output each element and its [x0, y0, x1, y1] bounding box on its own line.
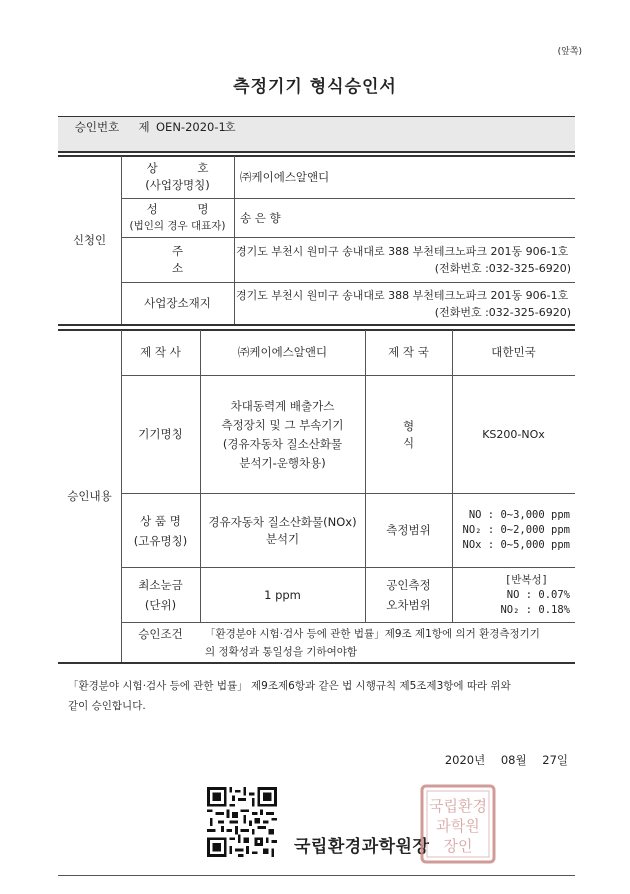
- error-line: NO : 0.07%: [506, 588, 570, 601]
- approval-statement: [68, 676, 588, 716]
- address-label: 주 소: [171, 244, 212, 275]
- product-line: 분석기: [265, 531, 300, 546]
- scale-label-main: 최소눈금: [138, 578, 183, 592]
- company-label-main: 상 호: [146, 161, 227, 175]
- official-seal-icon: [420, 784, 496, 864]
- range-values: [452, 494, 570, 567]
- error-values: [452, 568, 570, 622]
- product-name: [200, 494, 365, 567]
- site-phone: (전화번호 :032-325-6920): [434, 305, 571, 319]
- document-title: 측정기기 형식승인서: [233, 77, 397, 97]
- condition-line: 의 정확성과 통일성을 기하여야함: [205, 645, 358, 658]
- device-line: 차대동력계 배출가스: [230, 398, 335, 413]
- company-label: [121, 156, 234, 198]
- company-label-sub: (사업장명칭): [145, 178, 210, 192]
- issuer-name: 국립환경과학원장: [294, 837, 430, 857]
- condition-label: 승인조건: [138, 626, 183, 641]
- applicant-section-label: 신청인: [72, 232, 107, 247]
- product-label: [121, 494, 200, 567]
- device-line: 측정장치 및 그 부속기기: [221, 417, 344, 432]
- device-name: [200, 376, 365, 493]
- svg-text:과학원: 과학원: [436, 817, 480, 835]
- range-line: NO₂ : 0~2,000 ppm: [462, 524, 570, 536]
- scale-label-sub: (단위): [144, 598, 177, 612]
- error-label-main: 공인측정: [386, 578, 431, 592]
- page-side-label: (앞쪽): [557, 47, 582, 57]
- name-label-sub: (법인의 경우 대표자): [129, 220, 226, 232]
- name-label-main: 성 명: [146, 202, 227, 216]
- device-line: (경유자동차 질소산화물: [222, 436, 343, 451]
- country-value: 대한민국: [491, 345, 536, 359]
- number-row-rule: [58, 151, 575, 153]
- statement-line: 「환경분야 시험·검사 등에 관한 법률」 제9조제6항과 같은 법 시행규칙 제5조제3항에 따라 위와: [68, 680, 511, 692]
- representative-value: 송 은 향: [240, 210, 281, 225]
- scale-label: [121, 568, 200, 622]
- device-label: 기기명칭: [138, 427, 183, 441]
- product-label-sub: (고유명칭): [133, 533, 188, 548]
- error-label-sub: 오차범위: [386, 598, 431, 612]
- site-text: 경기도 부천시 원미구 송내대로 388 부천테크노파크 201동 906-1호: [236, 288, 569, 302]
- type-label: 형 식: [402, 418, 435, 450]
- error-line: NO₂ : 0.18%: [500, 603, 570, 616]
- address-value: [236, 238, 575, 282]
- site-value: [236, 283, 575, 324]
- range-label: 측정범위: [386, 523, 431, 537]
- approval-number-prefix: 제: [138, 119, 150, 134]
- seal-text: 국립환경: [429, 797, 487, 815]
- qr-code-icon: [207, 787, 277, 857]
- type-value: KS200-NOx: [482, 428, 545, 441]
- product-label-main: 상 품 명: [140, 513, 181, 528]
- address-phone: (전화번호 :032-325-6920): [434, 262, 571, 275]
- company-value: ㈜케이에스알앤디: [240, 169, 330, 184]
- condition-line: 「환경분야 시험·검사 등에 관한 법률」제9조 제1항에 의거 환경측정기기: [205, 627, 540, 640]
- svg-text:장인: 장인: [443, 837, 473, 855]
- statement-line: 같이 승인합니다.: [68, 700, 146, 712]
- maker-value: ㈜케이에스알앤디: [237, 345, 328, 359]
- approval-number-suffix: 호: [224, 119, 236, 134]
- country-label: 제 작 국: [388, 345, 429, 359]
- bottom-rule: [58, 875, 575, 876]
- site-label: 사업장소재지: [144, 296, 211, 310]
- issue-date: 2020년 08월 27일: [444, 753, 568, 767]
- approval-number-value: OEN-2020-1: [156, 119, 226, 134]
- maker-label: 제 작 사: [140, 345, 181, 359]
- name-label: [121, 199, 234, 237]
- device-line: 분석기-운행차용): [239, 455, 326, 470]
- error-label: [365, 568, 452, 622]
- error-line: [반복성]: [504, 573, 548, 586]
- range-line: NOx : 0~5,000 ppm: [462, 539, 570, 551]
- approval-number-label: 승인번호: [74, 119, 120, 134]
- scale-value: 1 ppm: [264, 587, 301, 602]
- product-line: 경유자동차 질소산화물(NOx): [208, 514, 357, 529]
- approval-section-label: 승인내용: [67, 488, 112, 503]
- address-text: 경기도 부천시 원미구 송내대로 388 부천테크노파크 201동 906-1호: [236, 245, 569, 258]
- condition-text: [205, 623, 575, 662]
- range-line: NO : 0~3,000 ppm: [468, 509, 570, 521]
